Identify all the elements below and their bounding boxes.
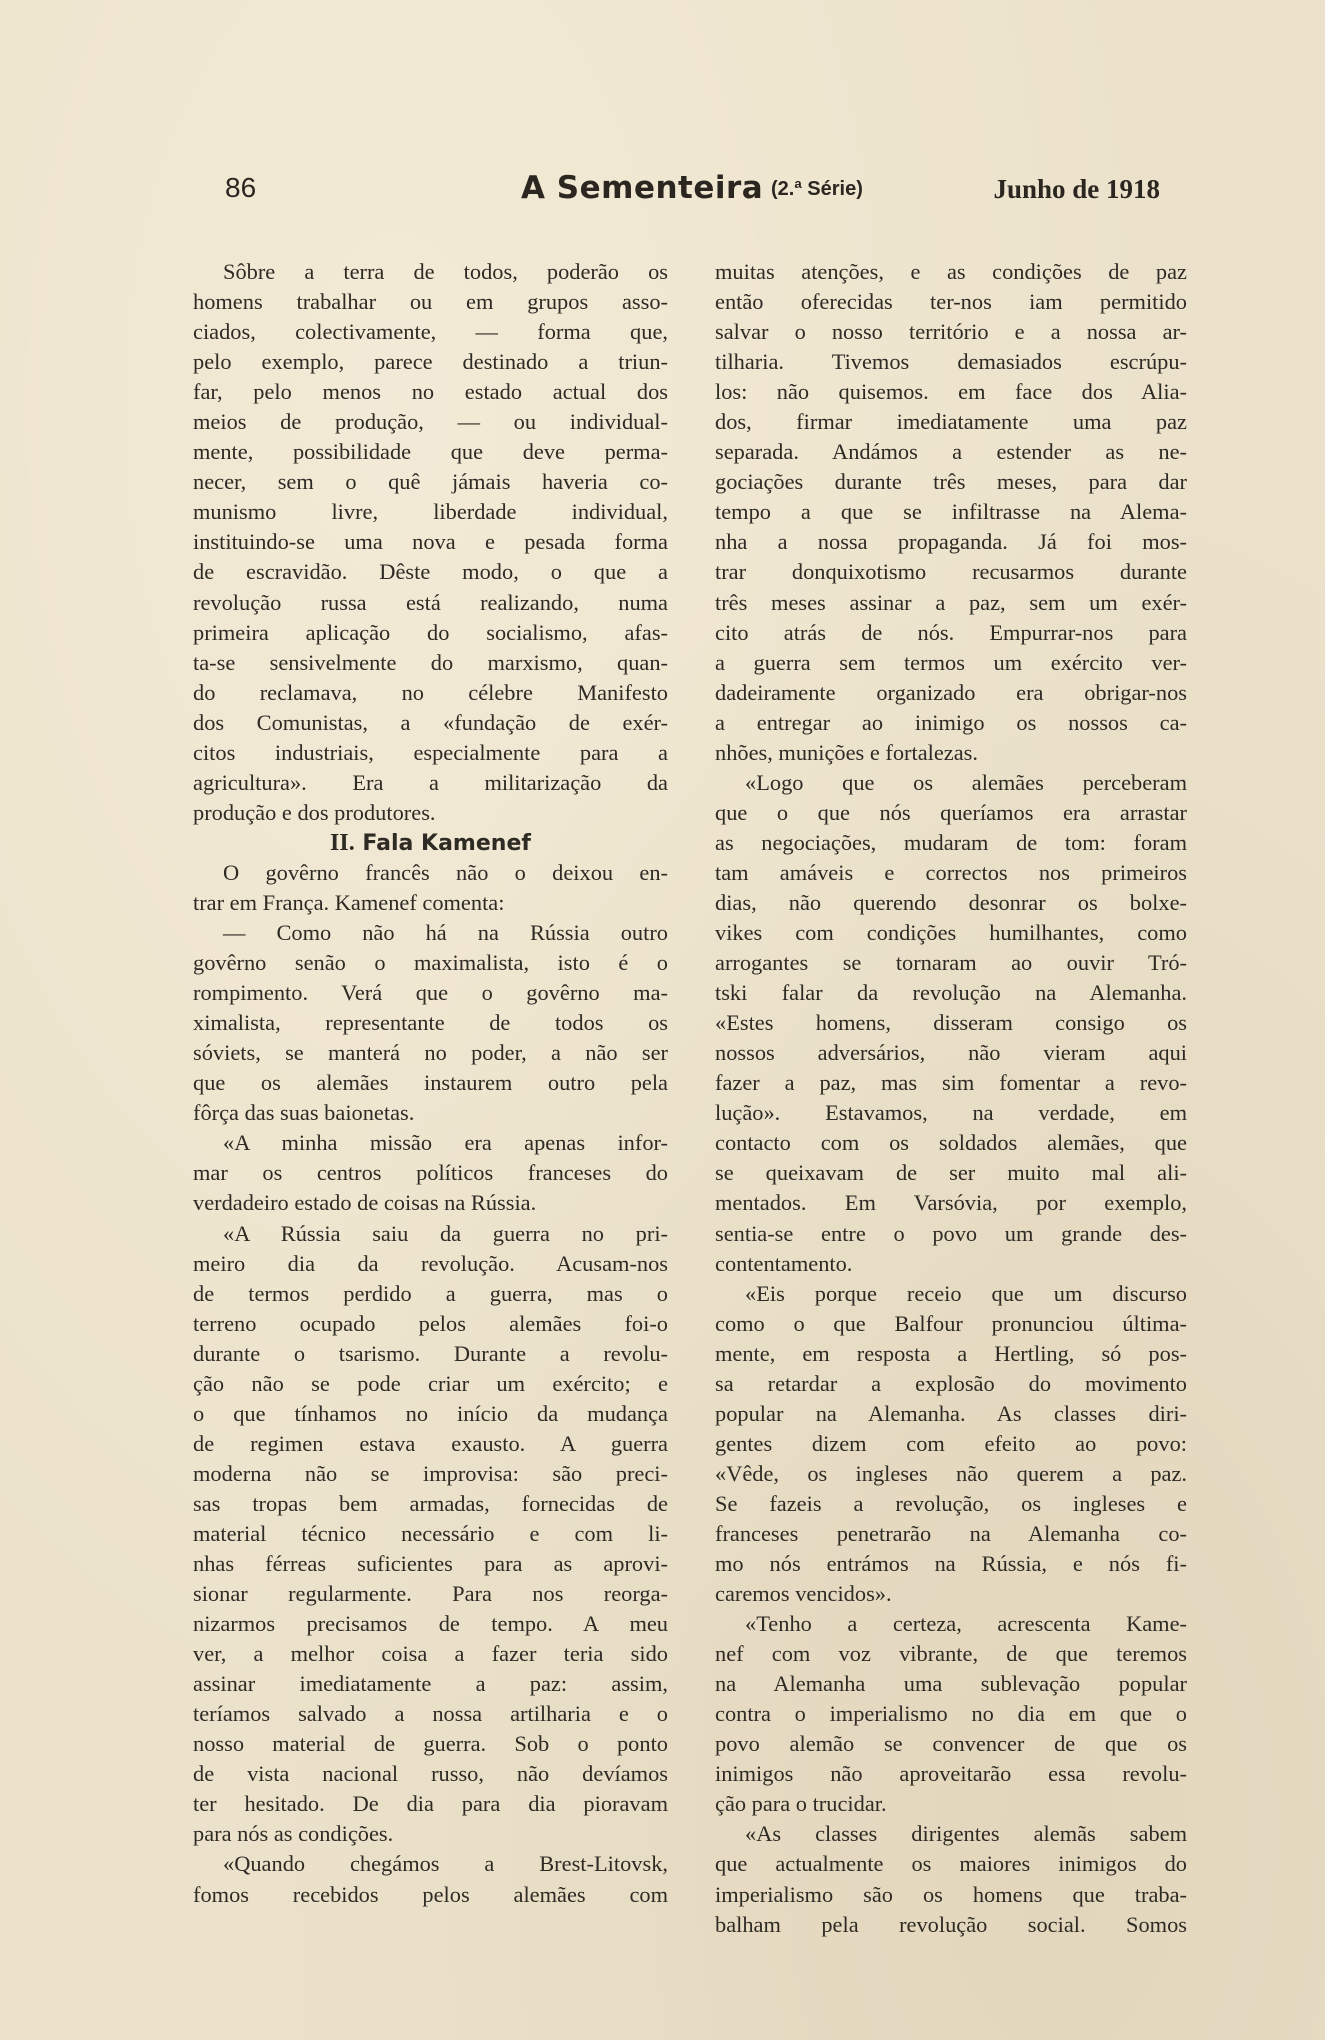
text-line: cito atrás de nós. Empurrar-nos para [715,619,1187,645]
paragraph [715,768,1187,1279]
text-line: rompimento. Verá que o govêrno ma- [193,980,668,1006]
text-line: agricultura». Era a militarização da [193,769,668,795]
text-line: durante o tsarismo. Durante a revolu- [193,1340,668,1366]
journal-title: A Sementeira [521,170,764,206]
text-line: povo alemão se convencer de que os [715,1731,1187,1757]
paragraph [715,1819,1187,1939]
text-line: far, pelo menos no estado actual dos [193,379,668,405]
text-line: ciados, colectivamente, — forma que, [193,319,668,345]
text-line: dos, firmar imediatamente uma paz [715,409,1187,435]
text-line: para nós as condições. [193,1821,394,1847]
left-column [193,257,668,1910]
text-line: contra o imperialismo no dia em que o [715,1701,1187,1727]
text-line: sas tropas bem armadas, fornecidas de [193,1490,668,1516]
text-line: nhas férreas suficientes para as aprovi- [193,1551,668,1577]
text-line: assinar imediatamente a paz: assim, [193,1671,668,1697]
paragraph [715,257,1187,768]
text-line: instituindo-se uma nova e pesada forma [193,529,668,555]
text-line: necer, sem o quê jámais haveria co- [193,469,668,495]
text-line: produção e dos produtores. [193,799,436,825]
text-line: tempo a que se infiltrasse na Alema- [715,499,1187,525]
page-number: 86 [225,172,257,203]
text-line: material técnico necessário e com li- [193,1520,668,1546]
text-line: nef com voz vibrante, de que teremos [715,1641,1187,1667]
text-line: sóviets, se manterá no poder, a não ser [193,1040,668,1066]
text-line: ção não se pode criar um exército; e [193,1370,668,1396]
text-line: de termos perdido a guerra, mas o [193,1280,668,1306]
text-line: de regimen estava exausto. A guerra [193,1430,668,1456]
text-line: três meses assinar a paz, sem um exér- [715,589,1187,615]
text-line: ximalista, representante de todos os [193,1010,668,1036]
text-line: govêrno senão o maximalista, isto é o [193,950,668,976]
text-line: meiro dia da revolução. Acusam-nos [193,1250,668,1276]
text-line: que os alemães instaurem outro pela [193,1070,668,1096]
text-line: tilharia. Tivemos demasiados escrúpu- [715,349,1187,375]
text-line: teríamos salvado a nossa artilharia e o [193,1701,668,1727]
text-line: trar em França. Kamenef comenta: [193,889,505,915]
text-line: ção para o trucidar. [715,1791,887,1817]
text-line: lução». Estavamos, na verdade, em [715,1100,1187,1126]
text-line: O govêrno francês não o deixou en- [223,859,668,885]
section-title: Fala Kamenef [362,830,531,856]
text-line: «A Rússia saiu da guerra no pri- [223,1220,668,1246]
text-line: fôrça das suas baionetas. [193,1100,415,1126]
text-line: «A minha missão era apenas infor- [223,1130,668,1156]
text-line: «Vêde, os ingleses não querem a paz. [715,1460,1187,1486]
text-line: verdadeiro estado de coisas na Rússia. [193,1190,537,1216]
paragraph [193,918,668,1128]
text-line: de vista nacional russo, não devíamos [193,1761,668,1787]
paragraph [715,1609,1187,1819]
text-line: «As classes dirigentes alemãs sabem [745,1821,1187,1847]
section-numeral: II. [330,829,355,856]
text-line: «Tenho a certeza, acrescenta Kame- [745,1611,1187,1637]
text-line: como o que Balfour pronunciou últimа- [715,1310,1187,1336]
text-line: dos Comunistas, a «fundação de exér- [193,709,668,735]
text-line: se queixavam de ser muito mal ali- [715,1160,1187,1186]
text-line: ta-se sensivelmente do marxismo, quan- [193,649,668,675]
text-line: Se fazeis a revolução, os ingleses e [715,1490,1187,1516]
journal-series: (2.ª Série) [771,178,863,200]
text-line: nosso material de guerra. Sob o ponto [193,1731,668,1757]
text-line: que actualmente os maiores inimigos do [715,1851,1187,1877]
text-line: sionar regularmente. Para nos reorga- [193,1581,668,1607]
text-line: — Como não há na Rússia outro [223,920,668,946]
text-line: nossos adversários, não vieram aqui [715,1040,1187,1066]
text-line: mentados. Em Varsóvia, por exemplo, [715,1190,1187,1216]
text-line: «Quando chegámos a Brest-Litovsk, [223,1851,668,1877]
section-heading [193,828,668,858]
text-line: los: não quisemos. em face dos Alia- [715,379,1187,405]
text-line: na Alemanha uma sublevação popular [715,1671,1187,1697]
text-line: sa retardar a explosão do movimento [715,1370,1187,1396]
right-column [715,257,1187,1940]
text-line: as negociações, mudaram de tom: foram [715,829,1187,855]
text-line: «Logo que os alemães perceberam [745,769,1187,795]
text-line: citos industriais, especialmente para a [193,739,668,765]
text-line: terreno ocupado pelos alemães foi-o [193,1310,668,1336]
text-line: munismo livre, liberdade individual, [193,499,668,525]
text-line: vikes com condições humilhantes, como [715,920,1187,946]
paragraph [193,1128,668,1218]
paragraph [193,858,668,918]
text-line: ter hesitado. De dia para dia pioravam [193,1791,668,1817]
text-line: fomos recebidos pelos alemães com [193,1881,668,1907]
text-line: pelo exemplo, parece destinado a triun- [193,349,668,375]
text-line: do reclamava, no célebre Manifesto [193,679,668,705]
text-line: meios de produção, — ou individual- [193,409,668,435]
text-line: «Eis porque receio que um discurso [745,1280,1187,1306]
text-line: ver, a melhor coisa a fazer teria sido [193,1641,668,1667]
text-line: moderna não se improvisa: são preci- [193,1460,668,1486]
text-line: contacto com os soldados alemães, que [715,1130,1187,1156]
text-line: balham pela revolução social. Somos [715,1911,1187,1937]
text-line: então oferecidas ter-nos iam permitido [715,289,1187,315]
text-line: arrogantes se tornaram ao ouvir Tró- [715,950,1187,976]
text-line: mente, possibilidade que deve perma- [193,439,668,465]
text-line: franceses penetrarão na Alemanha co- [715,1520,1187,1546]
text-line: nizarmos precisamos de tempo. A meu [193,1611,668,1637]
text-line: mar os centros políticos franceses do [193,1160,668,1186]
paragraph [193,257,668,828]
text-line: a entregar ao inimigo os nossos ca- [715,709,1187,735]
page-header [225,172,1160,222]
text-line: muitas atenções, e as condições de paz [715,259,1187,284]
text-line: fazer a paz, mas sim fomentar a revo- [715,1070,1187,1096]
issue-date: Junho de 1918 [993,174,1160,204]
text-line: mente, em resposta a Hertling, só pos- [715,1340,1187,1366]
text-line: dadeiramente organizado era obrigar-nos [715,679,1187,705]
text-line: tam amáveis e correctos nos primeiros [715,859,1187,885]
text-line: salvar o nosso território e a nossa ar- [715,319,1187,345]
text-line: primeira aplicação do socialismo, afas- [193,619,668,645]
text-line: que o que nós queríamos era arrastar [715,799,1187,825]
text-line: separada. Andámos a estender as ne- [715,439,1187,465]
text-line: nha a nossa propaganda. Já foi mos- [715,529,1187,555]
text-line: a guerra sem termos um exército ver- [715,649,1187,675]
text-line: gociações durante três meses, para dar [715,469,1187,495]
text-line: imperialismo são os homens que traba- [715,1881,1187,1907]
text-line: inimigos não aproveitarão essa revolu- [715,1761,1187,1787]
text-line: nhões, munições e fortalezas. [715,739,978,765]
text-line: gentes dizem com efeito ao povo: [715,1430,1187,1456]
text-line: «Estes homens, disseram consigo os [715,1010,1187,1036]
text-line: contentamento. [715,1250,853,1276]
text-line: dias, não querendo desonrar os bolxe- [715,889,1187,915]
text-line: mo nós entrámos na Rússia, e nós fi- [715,1551,1187,1577]
text-line: de escravidão. Dêste modo, o que a [193,559,668,585]
text-line: o que tínhamos no início da mudança [193,1400,668,1426]
text-line: popular na Alemanha. As classes diri- [715,1400,1187,1426]
text-line: caremos vencidos». [715,1581,892,1607]
text-line: trar donquixotismo recusarmos durante [715,559,1187,585]
text-line: homens trabalhar ou em grupos asso- [193,289,668,315]
paragraph [715,1279,1187,1610]
text-line: sentia-se entre o povo um grande des- [715,1220,1187,1246]
text-line: revolução russa está realizando, numa [193,589,668,615]
paragraph [193,1219,668,1850]
text-line: tski falar da revolução na Alemanha. [715,980,1187,1006]
paragraph [193,1849,668,1909]
text-line: Sôbre a terra de todos, poderão os [223,259,668,284]
